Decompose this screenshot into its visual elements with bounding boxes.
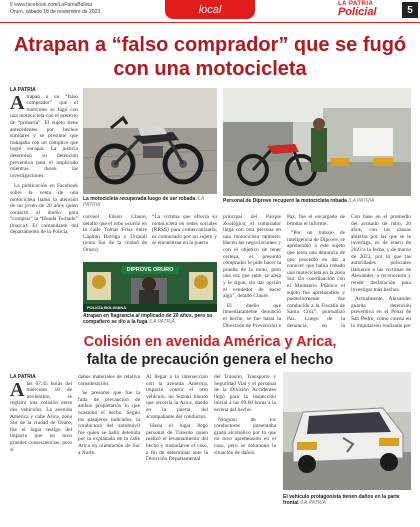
article2-dropcap: A — [10, 378, 25, 401]
arrest-caption-source: /LA PATRIA — [148, 319, 175, 325]
article1-col5-rest: “Por un trabajo de inteligencia de Diprove, se aprehendió a este sujeto que tenía una denuncia de que procedió en dar a conocer que había robado una motocicleta en la zona Sur. En coordinación con el Ministerio Público el sujeto fue aprehendido y posteriormente fue conducido a la Fiscalía de Santa Cruz”, puntualizó Paz. Luego de la denuncia, en la — [287, 230, 345, 328]
article1-col1 — [10, 87, 78, 327]
arrest-photo — [83, 262, 217, 312]
article1-dropcap: A — [10, 91, 25, 114]
article1-col3: “La víctima que ofrecía su motocicleta en redes sociales (RRSS) para comercializarla, es contactado por un sujeto y se encuentran en la puerta — [152, 214, 217, 247]
article1-col4-text: principal del Parque Zoológico, el comprador llega con otra persona en una motocicleta también. Hacen las negociaciones y con el objetivo de tener certeza, el presunto comprador le pide hacer la prueba de la moto, pero una vez que sube, se aleja y le sigue, sin dar opción el vendedor de hacer algo”, detalló Claure. — [223, 214, 281, 300]
diprove-caption — [223, 198, 411, 204]
police-label: POLICÍA BOLIVIANA — [87, 305, 127, 310]
article2-col3-rest: Hasta el lugar llegó personal de Tránsito quien realizó el levantamiento del hecho y trasladaron el caso, a fin de determinar ante la Dirección Departamental — [146, 423, 208, 463]
social-handle: f/ www.facebook.com/LaPatriaBolivia — [10, 2, 92, 8]
article1-col6 — [351, 214, 411, 328]
arrest-caption — [83, 313, 217, 325]
police-station-illustration — [223, 88, 411, 196]
headline-main: Atrapan a “falso comprador” que se fugó con una motocicleta — [13, 34, 407, 80]
brand-top: LA PATRIA — [338, 1, 374, 7]
motorcycle-caption — [83, 196, 217, 208]
article1-col4-rest: El dueño que inmediatamente denunció el hecho, se fue hasta la Dirección de Prevención e — [223, 302, 281, 328]
brand-main: Policial — [338, 6, 377, 18]
article2-kicker: LA PATRIA — [10, 374, 36, 380]
motorcycle-photo — [83, 88, 217, 194]
dateline: Oruro, sábado 18 de noviembre de 2023 — [10, 9, 101, 15]
crash-photo — [283, 372, 411, 490]
article2-col4-rest: Ninguno de los conductores presentaba grado alcohólico por lo que no tuvo aprehensión en el caso, pero se solucionó la situación de daños. — [214, 416, 276, 456]
headline-second-line2: falta de precaución genera el hecho — [86, 352, 334, 368]
article2-col1 — [10, 374, 72, 522]
diprove-caption-text: Personal de Diprove recuperó la motocicleta robada — [223, 198, 347, 204]
crash-caption-text: El vehículo protagonista tienen daños en la parte frontal — [283, 494, 400, 506]
article2-col2 — [78, 374, 140, 522]
article2-col3-text: Al llegar a la intersección con la avenida América, impactó contra el otro vehículo, un Suzuki blanco que recorría la Arica, dando en la puerta del acompañante del conductor. — [146, 374, 208, 420]
article1-kicker: LA PATRIA — [10, 87, 36, 93]
page-number: 5 — [402, 2, 418, 18]
article1-col2: coronel Edson Claure, detalló que el robo ocurrió en la calle Tomás Frías entre Capitán Barriga y Urquidi (zona Sur de la ciudad de Oruro). — [83, 214, 147, 253]
article2-col2-rest: Se presume que fue la falta de precaución de ambos propietarios lo que ocasionó el hecho. Según los pasajeros indicados, la conductora del automóvil fue quien se halló detenida por la explanada de la calle Arica en orientación de Sur a Norte. — [78, 390, 140, 456]
article1-col5 — [287, 214, 345, 328]
article1-col6-text: Con base en el promedio del acusado de robo, 20 años, con las causas abiertas por las que se le investiga, es de enero de 2022 a la fecha, y de marzo de 2023, por lo que las autoridades policiales llamaron a las víctimas de Alexander, a reconocerlo y rendir declaración para investigar más hechos. — [351, 214, 411, 293]
crash-caption — [283, 494, 411, 506]
motorcycle-illustration — [83, 88, 217, 194]
article1-col1-rest: La publicación en Facebook sobre la venta de una motocicleta llamó la atención de un joven de 20 años quien contactó al dueño para “comprar” la “Honda Tornado” (marca). El comandante del departamento de la Policía, — [10, 183, 78, 236]
article2-col4-text: del Tránsito, Transporte y Seguridad Vial y el personal de la División Accidentes llegó para la inspección inicial a las 09:00 horas a la escena del hecho. — [214, 374, 276, 413]
article1-col4 — [223, 214, 281, 328]
header-divider — [0, 22, 420, 23]
article1-col6-rest: Actualmente, Alexander guarda detención preventiva en el Penal de San Pedro, como consta en la imputación realizada por — [351, 296, 411, 328]
crash-illustration — [283, 372, 411, 490]
crash-caption-source: /LA PATRIA — [299, 500, 326, 506]
article1-col5-text: Paz, fue el encargado de brindar el informe. — [287, 214, 345, 227]
arrest-banner: DIPROVE ORURO — [126, 267, 174, 273]
article2-col2-text: daños materiales de relativa consideración. — [78, 374, 140, 387]
article2-col1-text: las 07:45 horas del miércoles 18 de noviembre, se registró una colisión entre dos vehículos. La avenida América y calle Arica, zona Sur de la ciudad de Oruro, fue el lugar testigo del impacto que no tuvo grandes consecuencias, pero sí — [10, 380, 72, 453]
headline-second-line1: Colisión en avenida América y Arica, — [83, 334, 337, 350]
motorcycle-caption-source: /LA PATRIA — [83, 196, 204, 208]
article2-col4 — [214, 374, 276, 522]
diprove-photo — [223, 88, 411, 196]
arrest-caption-text: Atrapan en flagrancia al implicado de 20 años, pero su compañero se dio a la fuga — [83, 313, 213, 325]
section-tab: local — [165, 0, 255, 19]
headline-second — [20, 333, 400, 369]
article2-col3 — [146, 374, 208, 522]
article1-col1-lead: trapan a un “falso comprador” que el miércoles se fugó con una motocicleta con el pretexto de “probarla”. El sujeto tiene antecedentes por hechos similares y se presume que trabajaba con un cómplice que logró escapar. La justicia determinó su detención preventiva para el implicado mientras duren las investigaciones. — [10, 93, 78, 179]
diprove-caption-source: /LA PATRIA — [348, 198, 375, 204]
motorcycle-caption-text: La motocicleta recuperada luego de ser robada — [83, 196, 196, 202]
